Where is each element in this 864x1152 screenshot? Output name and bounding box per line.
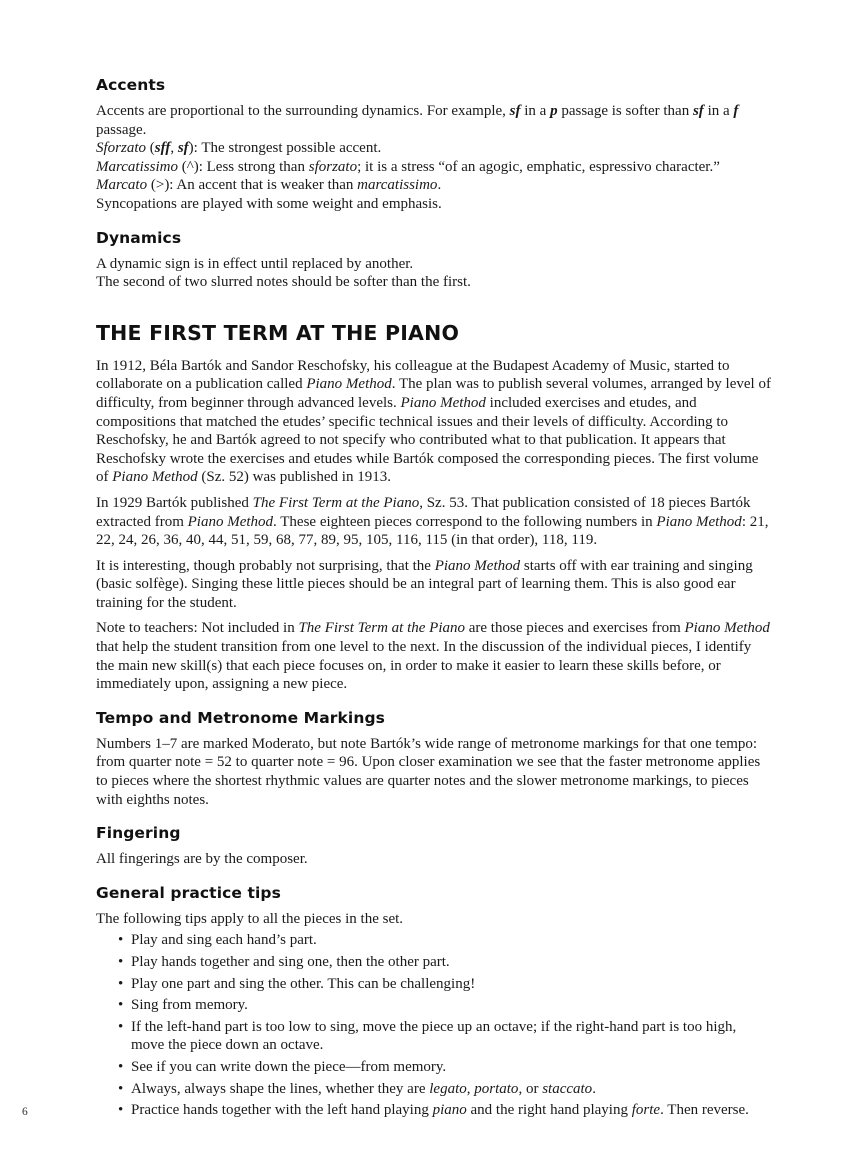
dynamics-section	[96, 229, 772, 292]
first-term-paragraph-1: In 1912, Béla Bartók and Sandor Reschofsky, his colleague at the Budapest Academy of Music, started to collaborate on a publication called Piano Method. The plan was to publish several volumes, arranged by level of difficulty, from beginner through advanced levels. Piano Method included exercises and etudes, and compositions that matched the etudes’ specific technical issues and their levels of difficulty. According to Reschofsky, he and Bartók agreed to not specify who contributed what to that publication. It appears that Reschofsky wrote the exercises and etudes while Bartók composed the corresponding pieces. The first volume of Piano Method (Sz. 52) was published in 1913.	[96, 357, 771, 486]
page-content	[96, 76, 772, 1123]
practice-tips-heading: General practice tips	[96, 883, 281, 902]
tempo-paragraph: Numbers 1–7 are marked Moderato, but note Bartók’s wide range of metronome markings for that one tempo: from quarter note = 52 to quarter note = 96. Upon closer examination we see that the faster metronome applies to pieces where the shortest rhythmic values are quarter notes and the slower metronome markings, to pieces with eighths notes.	[96, 735, 761, 808]
first-term-paragraph-3: It is interesting, though probably not surprising, that the Piano Method starts off with ear training and singing (basic solfège). Singing these little pieces should be an integral part of learning them. This is also good ear training for the student.	[96, 557, 753, 611]
first-term-paragraph-4: Note to teachers: Not included in The First Term at the Piano are those pieces and exercises from Piano Method that help the student transition from one level to the next. In the discussion of the individual pieces, I identify the main new skill(s) that each piece focuses on, in order to make it easier to learn these skills before, or immediately upon, assigning a new piece.	[96, 620, 770, 693]
page-number: 6	[22, 1106, 28, 1118]
dynamics-line-2: The second of two slurred notes should be softer than the first.	[96, 274, 471, 291]
practice-tips-section	[96, 884, 772, 1120]
chapter-title: THE FIRST TERM AT THE PIANO	[96, 320, 460, 345]
practice-tip: • Play and sing each hand’s part.	[131, 931, 772, 950]
practice-tip: • If the left-hand part is too low to sing, move the piece up an octave; if the right-hand part is too high, move the piece down an octave.	[131, 1018, 772, 1055]
accents-intro-paragraph: Accents are proportional to the surrounding dynamics. For example, sf in a p passage is softer than sf in a f passage.	[96, 103, 739, 138]
accents-heading: Accents	[96, 76, 166, 94]
practice-tips-intro: The following tips apply to all the pieces in the set.	[96, 910, 404, 927]
first-term-section	[96, 321, 772, 694]
tempo-section	[96, 709, 772, 809]
accents-section	[96, 76, 772, 214]
syncopations-line: Syncopations are played with some weight and emphasis.	[96, 195, 442, 212]
practice-tip: • Practice hands together with the left hand playing piano and the right hand playing forte. Then reverse.	[131, 1101, 772, 1120]
dynamics-line-1: A dynamic sign is in effect until replaced by another.	[96, 255, 414, 272]
sforzato-line: Sforzato (sff, sf): The strongest possible accent.	[96, 140, 382, 157]
practice-tip: • Always, always shape the lines, whether they are legato, portato, or staccato.	[131, 1080, 772, 1099]
fingering-section	[96, 824, 772, 869]
practice-tip: • Play one part and sing the other. This can be challenging!	[131, 975, 772, 994]
tempo-heading: Tempo and Metronome Markings	[96, 708, 385, 727]
practice-tip: • Play hands together and sing one, then the other part.	[131, 953, 772, 972]
marcato-line: Marcato (>): An accent that is weaker than marcatissimo.	[96, 177, 442, 194]
dynamics-heading: Dynamics	[96, 228, 182, 247]
first-term-paragraph-2: In 1929 Bartók published The First Term at the Piano, Sz. 53. That publication consisted of 18 pieces Bartók extracted from Piano Method. These eighteen pieces correspond to the following numbers in Piano Method: 21, 22, 24, 26, 36, 40, 44, 51, 59, 68, 77, 89, 95, 105, 116, 115 (in that order), 118, 119.	[96, 494, 769, 549]
fingering-heading: Fingering	[96, 824, 181, 843]
marcatissimo-line: Marcatissimo (^): Less strong than sforzato; it is a stress “of an agogic, emphatic, espressivo character.”	[96, 158, 720, 175]
practice-tip: • See if you can write down the piece—from memory.	[131, 1058, 772, 1077]
practice-tip: • Sing from memory.	[131, 996, 772, 1015]
practice-tips-list	[96, 931, 772, 1119]
fingering-paragraph: All fingerings are by the composer.	[96, 851, 308, 868]
